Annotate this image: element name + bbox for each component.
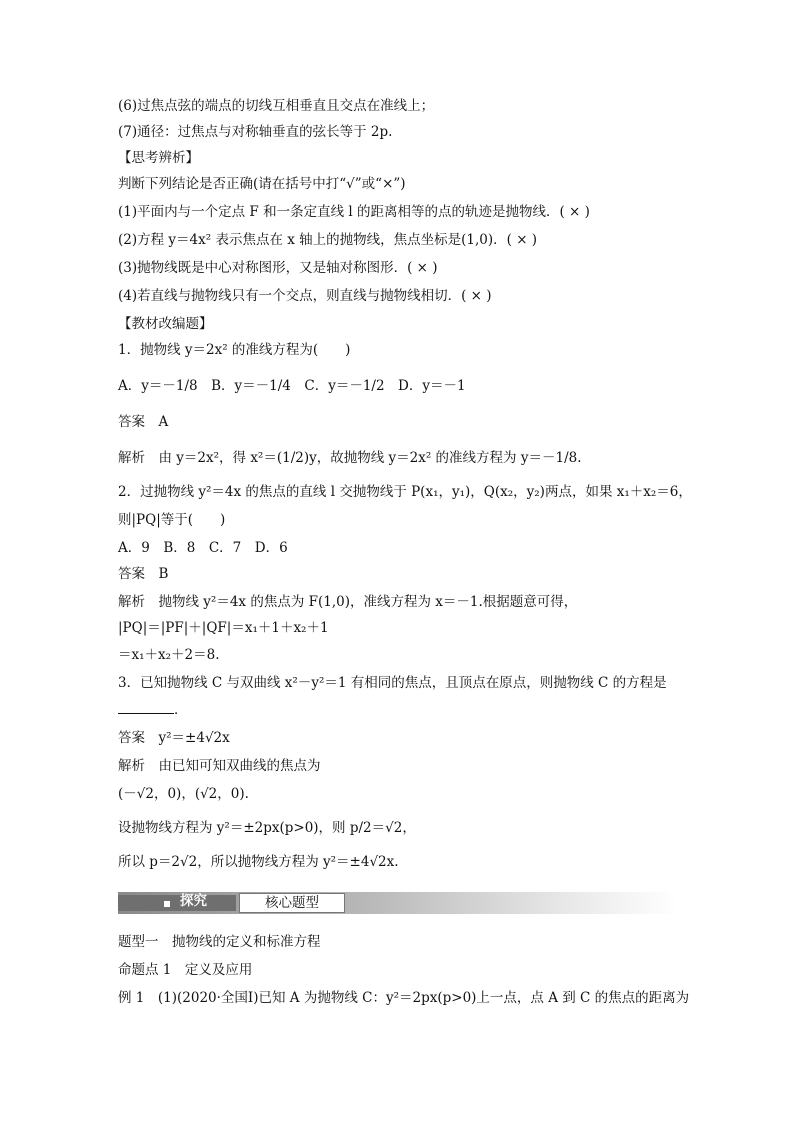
question-3-solution-2: (－√2，0)，(√2，0). (118, 786, 249, 802)
type-1-heading: 题型一 抛物线的定义和标准方程 (118, 934, 321, 950)
judge-item-4: (4)若直线与抛物线只有一个交点，则直线与抛物线相切．( × ) (118, 288, 492, 304)
text-line-7: (7)通径：过焦点与对称轴垂直的弦长等于 2p. (118, 124, 393, 140)
judge-item-3: (3)抛物线既是中心对称图形，又是轴对称图形．( × ) (118, 260, 438, 276)
question-2-solution-1: 解析 抛物线 y²＝4x 的焦点为 F(1,0)，准线方程为 x＝－1.根据题意可得， (118, 594, 578, 610)
section-banner (118, 892, 678, 914)
question-2-options: A．9 B．8 C．7 D．6 (118, 540, 288, 556)
question-2-answer: 答案 B (118, 566, 169, 582)
question-3-answer: 答案 y²＝±4√2x (118, 730, 230, 746)
question-1-options: A．y＝－1/8 B．y＝－1/4 C．y＝－1/2 D．y＝－1 (118, 378, 466, 394)
question-3-solution-3: 设抛物线方程为 y²＝±2px(p>0)，则 p/2＝√2， (118, 820, 416, 836)
banner-left-block (118, 895, 236, 911)
question-2-solution-3: ＝x₁＋x₂＋2＝8. (118, 647, 220, 663)
question-2-line-2: 则|PQ|等于( ) (118, 512, 226, 528)
question-1-solution: 解析 由 y＝2x²，得 x²＝(1/2)y，故抛物线 y＝2x² 的准线方程为 y＝－1/8. (118, 450, 582, 466)
think-header: 【思考辨析】 (118, 150, 199, 166)
text-line-6: (6)过焦点弦的端点的切线互相垂直且交点在准线上； (118, 98, 435, 114)
question-1-answer: 答案 A (118, 414, 169, 430)
answer-blank: ． (118, 700, 188, 720)
banner-title-core: 核心题型 (265, 895, 319, 911)
question-3-line-1: 3．已知抛物线 C 与双曲线 x²－y²＝1 有相同的焦点，且顶点在原点，则抛物线 C 的方程是 (118, 675, 667, 691)
question-2-line-1: 2．过抛物线 y²＝4x 的焦点的直线 l 交抛物线于 P(x₁，y₁)，Q(x₂，y₂)两点，如果 x₁＋x₂＝6， (118, 484, 692, 500)
example-1: 例 1 (1)(2020·全国Ⅰ)已知 A 为抛物线 C：y²＝2px(p>0)上一点，点 A 到 C 的焦点的距离为 (118, 990, 690, 1006)
judge-instruction: 判断下列结论是否正确(请在括号中打“√”或“×”) (118, 176, 406, 192)
judge-item-1: (1)平面内与一个定点 F 和一条定直线 l 的距离相等的点的轨迹是抛物线．( × ) (118, 204, 590, 220)
proposition-1-heading: 命题点 1 定义及应用 (118, 962, 253, 978)
banner-title-explore: 探究 (180, 893, 207, 909)
judge-item-2: (2)方程 y＝4x² 表示焦点在 x 轴上的抛物线，焦点坐标是(1,0)．( × ) (118, 232, 538, 248)
question-3-solution-1: 解析 由已知可知双曲线的焦点为 (118, 758, 321, 774)
square-bullet-icon (164, 901, 170, 907)
question-3-solution-4: 所以 p＝2√2，所以抛物线方程为 y²＝±4√2x. (118, 854, 399, 870)
question-1: 1．抛物线 y＝2x² 的准线方程为( ) (118, 342, 351, 358)
textbook-header: 【教材改编题】 (118, 316, 213, 332)
banner-box (239, 893, 345, 913)
question-2-solution-2: |PQ|＝|PF|＋|QF|＝x₁＋1＋x₂＋1 (118, 620, 329, 636)
